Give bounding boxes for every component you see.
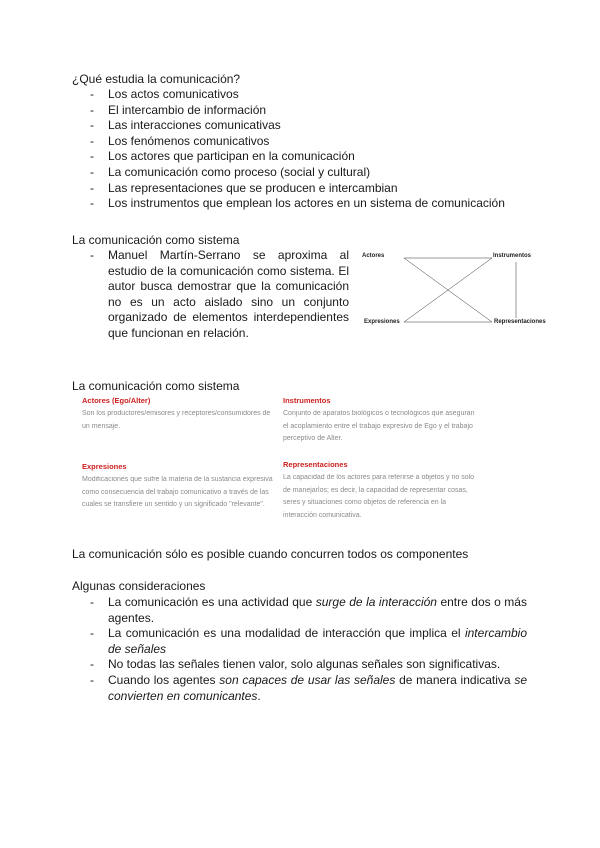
sistema-list [72, 248, 349, 342]
components-figure [80, 396, 490, 542]
card-instrumentos [283, 396, 479, 446]
section-heading-consideraciones: Algunas consideraciones [72, 579, 206, 593]
section-heading-sistema: La comunicación como sistema [72, 233, 240, 247]
considerations-list [72, 595, 527, 704]
card-representaciones [283, 460, 479, 522]
diagram-label-expresiones: Expresiones [364, 319, 400, 325]
card-expresiones [82, 462, 278, 512]
card-body: La capacidad de los actores para referirse a objetos y no solo de manejarlos; es decir, la capacidad de representar cosas, seres y situaciones como objetos de referencia en la interacción comunicativa. [283, 474, 475, 519]
diagram-lines [360, 248, 550, 330]
list-item: - El intercambio de información [72, 103, 542, 119]
list-item: - Cuando los agentes son capaces de usar las señales de manera indicativa se convierten en comunicantes. [72, 673, 527, 704]
list-item: - Las interacciones comunicativas [72, 118, 542, 134]
topics-list [72, 87, 542, 212]
card-title: Representaciones [283, 460, 348, 469]
list-item: - La comunicación es una modalidad de interacción que implica el intercambio de señales [72, 626, 527, 657]
card-body: Modificaciones que sufre la materia de la sustancia expresiva como consecuencia del trabajo comunicativo a través de las cuales se transfiere un sentido y un significado "relevante". [82, 476, 273, 509]
card-title: Actores (Ego/Alter) [82, 396, 151, 405]
list-item: - Los actos comunicativos [72, 87, 542, 103]
diagram-label-representaciones: Representaciones [494, 319, 546, 325]
list-item: - Las representaciones que se producen e intercambian [72, 181, 542, 197]
list-item: - La comunicación es una actividad que surge de la interacción entre dos o más agentes. [72, 595, 527, 626]
communication-system-diagram [360, 248, 550, 330]
card-actores [82, 396, 278, 433]
card-body: Son los productores/emisores y receptores/consumidores de un mensaje. [82, 410, 271, 430]
statement: La comunicación sólo es posible cuando concurren todos os componentes [72, 547, 469, 561]
list-item: - Manuel Martín-Serrano se aproxima al estudio de la comunicación como sistema. El autor busca demostrar que la comunicación no es un acto aislado sino un conjunto organizado de elementos interdependientes que funcionan en relación. [72, 248, 349, 342]
diagram-label-instrumentos: Instrumentos [493, 253, 532, 259]
list-item: - La comunicación como proceso (social y cultural) [72, 165, 542, 181]
list-item: - Los actores que participan en la comunicación [72, 149, 542, 165]
diagram-label-actores: Actores [362, 253, 385, 259]
card-body: Conjunto de aparatos biológicos o tecnológicos que aseguran el acoplamiento entre el trabajo expresivo de Ego y el trabajo perceptivo de Alter. [283, 410, 475, 443]
card-title: Expresiones [82, 462, 127, 471]
list-item: - No todas las señales tienen valor, solo algunas señales son significativas. [72, 657, 527, 673]
section-heading-que-estudia: ¿Qué estudia la comunicación? [72, 72, 241, 86]
card-title: Instrumentos [283, 396, 331, 405]
list-item: - Los fenómenos comunicativos [72, 134, 542, 150]
list-item: - Los instrumentos que emplean los actores en un sistema de comunicación [72, 196, 542, 212]
section-heading-sistema-2: La comunicación como sistema [72, 379, 240, 393]
